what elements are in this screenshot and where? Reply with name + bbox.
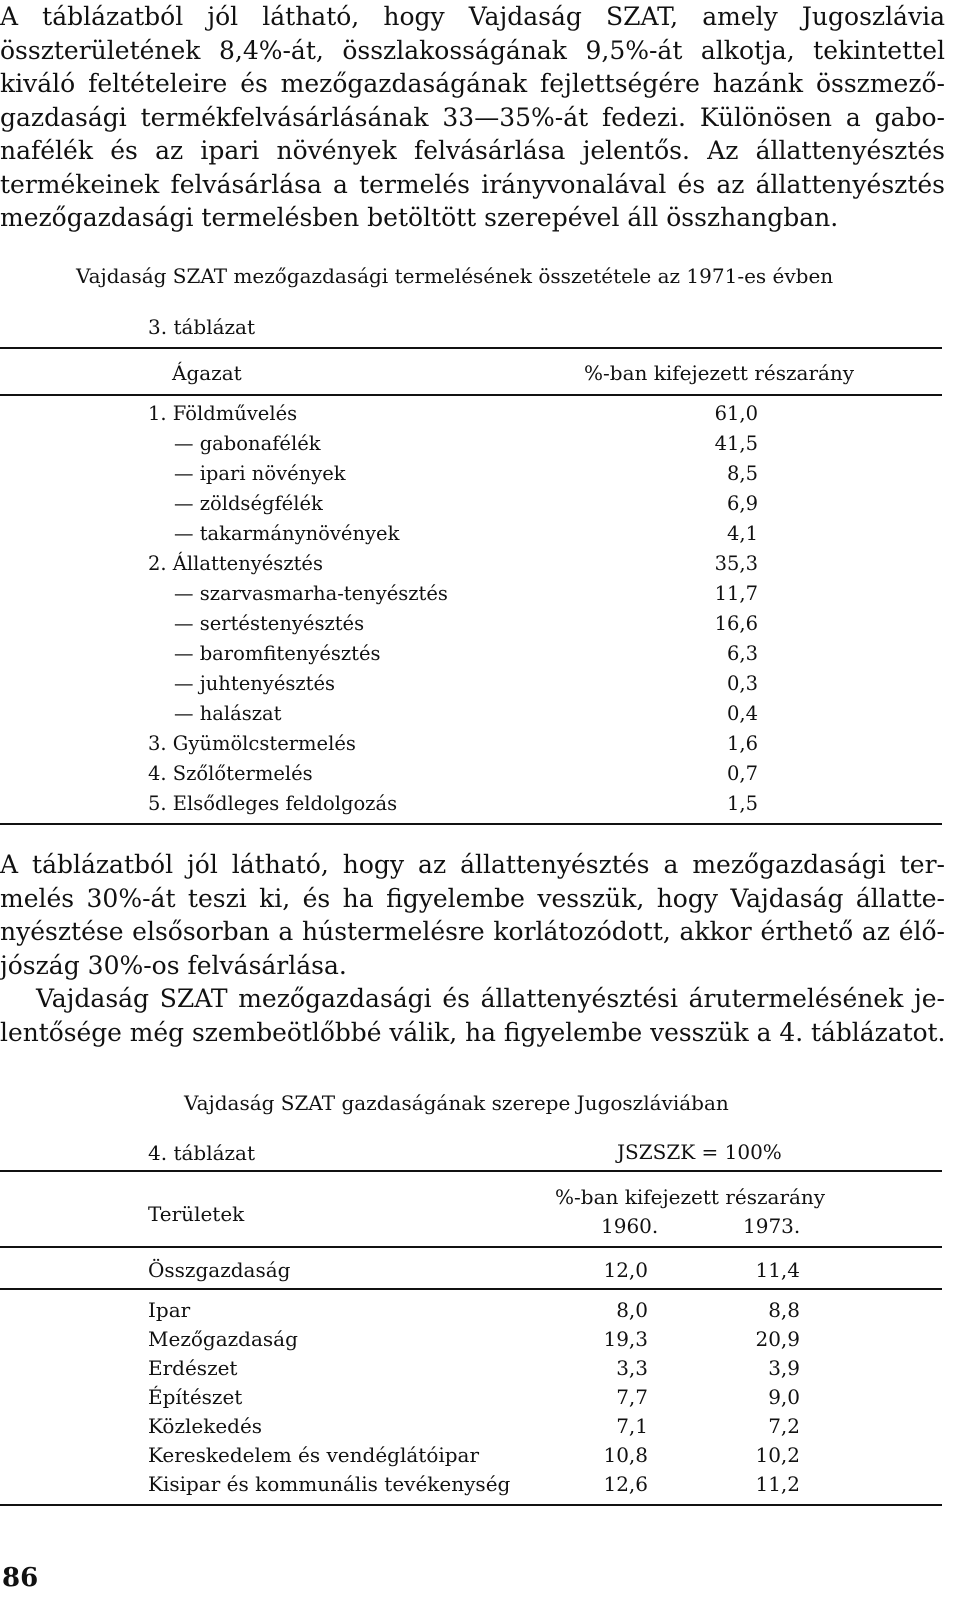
row-value: 0,7 — [726, 762, 758, 785]
table-row — [0, 1412, 960, 1441]
table-4-top-rule — [0, 1170, 942, 1172]
row-value-1960: 7,1 — [616, 1414, 648, 1438]
row-label: — sertéstenyésztés — [174, 612, 365, 635]
row-label: — takarmánynövények — [174, 522, 400, 545]
table-3-number: 3. táblázat — [148, 315, 256, 339]
table-row — [0, 1383, 960, 1412]
row-label: Ipar — [148, 1298, 191, 1322]
table-4-total-rule — [0, 1288, 942, 1290]
table-row — [0, 1354, 960, 1383]
row-label: — szarvasmarha-tenyésztés — [174, 582, 448, 605]
row-label: 4. Szőlőtermelés — [148, 762, 313, 785]
row-value-1973: 9,0 — [768, 1385, 800, 1409]
table-row — [0, 669, 960, 699]
row-value-1960: 10,8 — [603, 1443, 648, 1467]
row-value-1960: 12,0 — [603, 1258, 648, 1282]
row-label: Építészet — [148, 1385, 243, 1409]
row-label: — halászat — [174, 702, 282, 725]
text-line: nafélék és az ipari növények felvásárlása jelentős. Az állattenyésztés — [0, 136, 945, 165]
table-4-header-1973: 1973. — [743, 1214, 801, 1238]
text-line: melés 30%-át teszi ki, és ha figyelembe vesszük, hogy Vajdaság állatte- — [0, 883, 945, 913]
row-value-1973: 11,2 — [755, 1472, 800, 1496]
row-value: 0,3 — [726, 672, 758, 695]
text-line: kiváló feltételeire és mezőgazdaságának fejlettségére hazánk összmező- — [0, 69, 945, 98]
table-4-base-note: JSZSZK = 100% — [617, 1140, 782, 1164]
table-row — [0, 1441, 960, 1470]
row-label: 5. Elsődleges feldolgozás — [148, 792, 398, 815]
text-line: Vajdaság SZAT mezőgazdasági és állattenyésztési árutermelésének je- — [36, 984, 945, 1013]
text-line: termékeinek felvásárlása a termelés irányvonalával és az állattenyésztés — [0, 169, 945, 199]
text-line: A táblázatból jól látható, hogy Vajdaság SZAT, amely Jugoszlávia — [0, 2, 945, 31]
row-value: 1,6 — [726, 732, 758, 755]
row-label: Erdészet — [148, 1356, 238, 1380]
row-value: 35,3 — [714, 552, 758, 575]
row-value-1960: 3,3 — [616, 1356, 648, 1380]
row-value-1973: 7,2 — [768, 1414, 800, 1438]
table-row — [0, 609, 960, 639]
row-value: 61,0 — [714, 402, 758, 425]
row-label: 1. Földművelés — [148, 402, 298, 425]
row-value: 4,1 — [726, 522, 758, 545]
table-3-bottom-rule — [0, 823, 942, 825]
row-value: 8,5 — [726, 462, 758, 485]
table-row — [0, 1325, 960, 1354]
text-line: nyésztése elsősorban a hústermelésre korlátozódott, akkor érthető az élő- — [0, 917, 945, 946]
row-value: 6,9 — [726, 492, 758, 515]
row-value: 6,3 — [726, 642, 758, 665]
table-4-bottom-rule — [0, 1504, 942, 1506]
row-value-1973: 10,2 — [755, 1443, 800, 1467]
row-label: — ipari növények — [174, 462, 346, 485]
table-row — [0, 729, 960, 759]
text-line: mezőgazdasági termelésben betöltött szerepével áll összhangban. — [0, 203, 839, 232]
table-3-header-rule — [0, 394, 942, 396]
row-value: 1,5 — [726, 792, 758, 815]
row-label: — baromfitenyésztés — [174, 642, 381, 665]
text-line: lentősége még szembeötlőbbé válik, ha figyelembe vesszük a 4. táblázatot. — [0, 1017, 946, 1047]
row-label: Mezőgazdaság — [148, 1327, 298, 1351]
table-row — [0, 459, 960, 489]
row-value-1973: 3,9 — [768, 1356, 800, 1380]
text-line: gazdasági termékfelvásárlásának 33—35%-át fedezi. Különösen a gabo- — [0, 102, 945, 132]
table-row — [0, 489, 960, 519]
page-number: 86 — [2, 1563, 39, 1593]
row-label: Közlekedés — [148, 1414, 263, 1438]
table-4-header-share: %-ban kifejezett részarány — [555, 1185, 826, 1209]
table-row — [0, 399, 960, 429]
table-row — [0, 789, 960, 819]
table-row — [0, 519, 960, 549]
row-label: — juhtenyésztés — [174, 672, 336, 695]
table-3-header-share: %-ban kifejezett részarány — [584, 361, 855, 385]
row-value-1973: 11,4 — [755, 1258, 800, 1282]
text-line: összterületének 8,4%-át, összlakosságának 9,5%-át alkotja, tekintettel — [0, 35, 945, 65]
table-3-top-rule — [0, 347, 942, 349]
table-row — [0, 579, 960, 609]
text-line: jószág 30%-os felvásárlása. — [0, 950, 347, 980]
table-4-header-1960: 1960. — [601, 1214, 659, 1238]
row-label: 3. Gyümölcstermelés — [148, 732, 356, 755]
table-row — [0, 699, 960, 729]
row-value-1960: 7,7 — [616, 1385, 648, 1409]
row-label: — zöldségfélék — [174, 492, 323, 515]
row-value-1960: 19,3 — [603, 1327, 648, 1351]
table-row — [0, 759, 960, 789]
row-value-1960: 12,6 — [603, 1472, 648, 1496]
row-label: Összgazdaság — [148, 1258, 291, 1282]
table-4-header-areas: Területek — [148, 1202, 245, 1226]
table-row — [0, 549, 960, 579]
table-row — [0, 1470, 960, 1499]
table-row — [0, 1296, 960, 1325]
row-value: 0,4 — [726, 702, 758, 725]
text-line: A táblázatból jól látható, hogy az állattenyésztés a mezőgazdasági ter- — [0, 850, 945, 879]
row-label: Kereskedelem és vendéglátóipar — [148, 1443, 480, 1467]
table-4-title: Vajdaság SZAT gazdaságának szerepe Jugoszláviában — [184, 1091, 729, 1115]
row-value-1973: 20,9 — [755, 1327, 800, 1351]
row-label: 2. Állattenyésztés — [148, 552, 323, 575]
table-3-title: Vajdaság SZAT mezőgazdasági termelésének összetétele az 1971-es évben — [76, 264, 834, 288]
discussion-paragraph — [0, 848, 945, 1049]
table-3-header-sector: Ágazat — [172, 361, 242, 385]
row-value-1960: 8,0 — [616, 1298, 648, 1322]
row-value: 41,5 — [714, 432, 758, 455]
table-row — [0, 429, 960, 459]
row-label: Kisipar és kommunális tevékenység — [148, 1472, 511, 1496]
table-4-header-rule — [0, 1246, 942, 1248]
row-value: 11,7 — [714, 582, 758, 605]
intro-paragraph — [0, 0, 945, 235]
row-value: 16,6 — [714, 612, 758, 635]
row-value-1973: 8,8 — [768, 1298, 800, 1322]
table-row-total — [0, 1256, 960, 1285]
table-4-number: 4. táblázat — [148, 1141, 256, 1165]
row-label: — gabonafélék — [174, 432, 321, 455]
table-row — [0, 639, 960, 669]
